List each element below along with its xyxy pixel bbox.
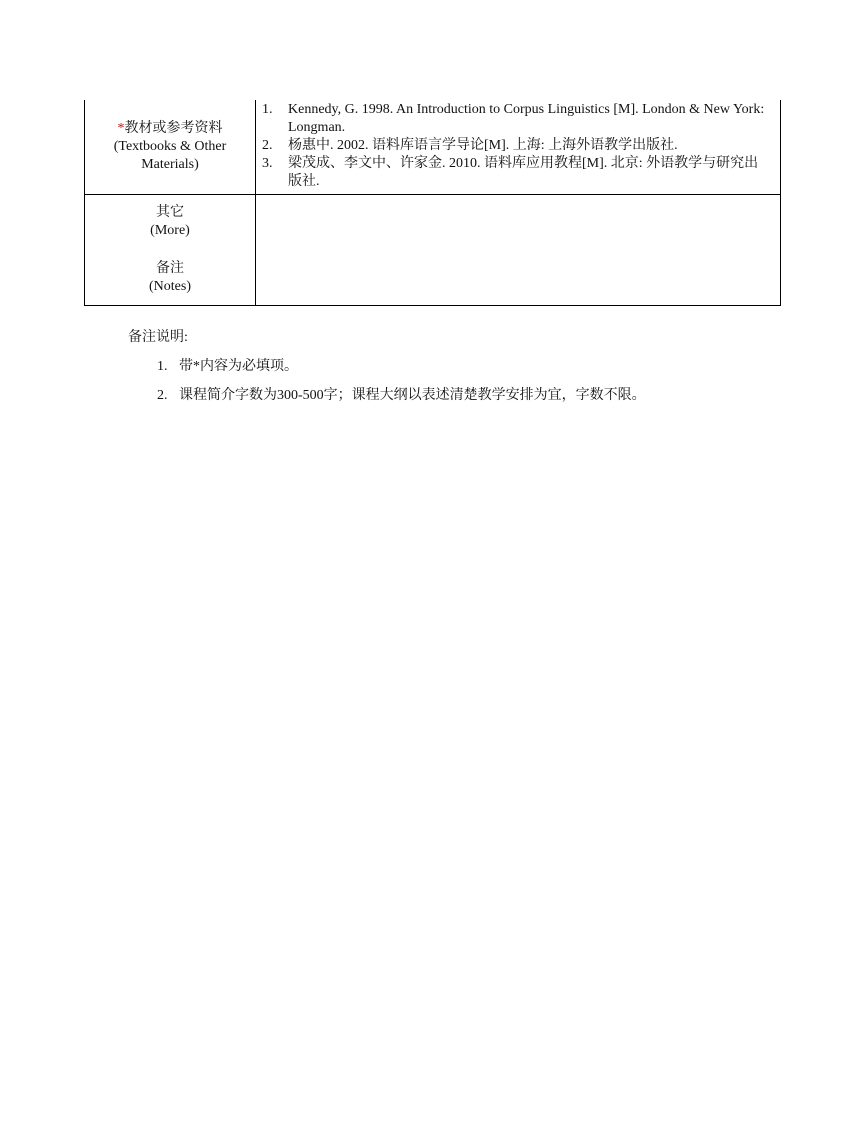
more-content-cell [256,194,781,305]
materials-label-cn [85,120,255,138]
reference-text: 杨惠中. 2002. 语料库语言学导论[M]. 上海: 上海外语教学出版社. [288,138,678,153]
reference-number: 2. [262,138,273,153]
notes-item [157,357,768,377]
materials-content-cell [256,100,781,194]
more-label-cell [85,194,256,305]
notes-item-text: 带*内容为必填项。 [179,359,298,374]
reference-text: 梁茂成、李文中、许家金. 2010. 语料库应用教程[M]. 北京: 外语教学与研究出版社. [288,156,759,189]
materials-label-cell [85,100,256,194]
materials-label-en-line1: (Textbooks & Other [113,138,227,154]
materials-label-cn-text: 教材或参考资料 [124,120,223,136]
materials-label-en-line2: Materials) [141,156,199,172]
more-label-cn: 其它 [156,204,184,220]
reference-number: 3. [262,156,273,171]
reference-text: Kennedy, G. 1998. An Introduction to Corpus Linguistics [M]. London & New York: Longman. [288,102,765,135]
label-spacer [85,240,255,260]
notes-section [128,328,768,415]
more-notes-row [85,194,781,305]
reference-list [256,101,780,191]
notes-item-number: 1. [157,359,168,374]
notes-label-cn: 备注 [156,260,184,276]
notes-item-text: 课程简介字数为300-500字；课程大纲以表述清楚教学安排为宜，字数不限。 [179,388,646,403]
course-info-table [84,100,781,306]
required-mark: * [117,120,125,136]
materials-row [85,100,781,194]
notes-list [128,357,768,406]
notes-heading: 备注说明: [128,330,188,345]
notes-item [157,386,768,406]
more-label-en: (More) [150,222,190,238]
reference-item [262,155,772,191]
reference-item [262,101,772,137]
reference-item [262,137,772,155]
reference-number: 1. [262,102,273,117]
notes-label-en: (Notes) [149,278,191,294]
notes-item-number: 2. [157,388,168,403]
